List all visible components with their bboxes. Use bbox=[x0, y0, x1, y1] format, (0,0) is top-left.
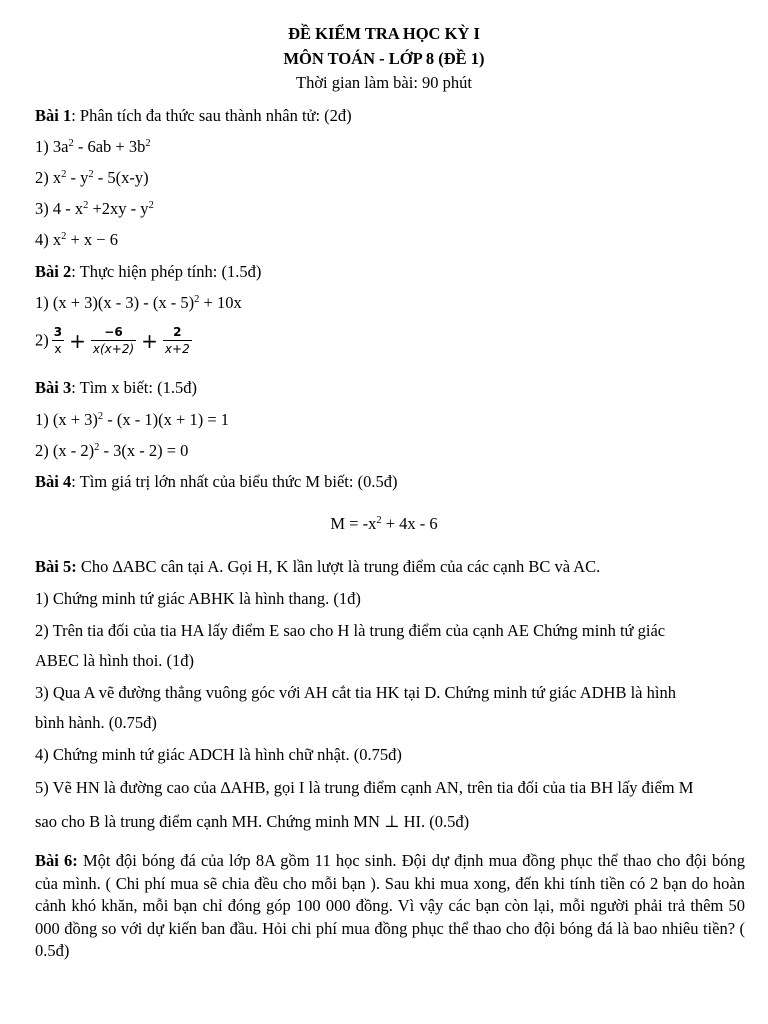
bai2-text: : Thực hiện phép tính: (1.5đ) bbox=[71, 262, 262, 281]
bai1-text: : Phân tích đa thức sau thành nhân tử: (2đ) bbox=[71, 106, 352, 125]
bai3-label: Bài 3 bbox=[35, 378, 72, 397]
bai5-question-5-line-1: 5) Vẽ HN là đường cao của ∆AHB, gọi I là trung điểm cạnh AN, trên tia đối của tia BH lấy điểm M bbox=[35, 778, 694, 797]
bai5-text: Cho ∆ABC cân tại A. Gọi H, K lần lượt là trung điểm của các cạnh BC và AC. bbox=[76, 557, 601, 576]
bai2-heading bbox=[35, 262, 261, 282]
bai4-label: Bài 4 bbox=[35, 472, 72, 491]
bai1-item-4: 4) $x^2 + x - 6$ bbox=[35, 230, 118, 249]
bai5-question-2-line-1: 2) Trên tia đối của tia HA lấy điểm E sao cho H là trung điểm của cạnh AE Chứng minh tứ giác bbox=[35, 621, 666, 640]
exam-subtitle: MÔN TOÁN - LỚP 8 (ĐỀ 1) bbox=[283, 49, 485, 68]
bai3-item-1: 1) $(x + 3)^2 - (x - 1)(x + 1) = 1$ bbox=[35, 410, 230, 429]
bai6-paragraph bbox=[35, 850, 745, 963]
bai3-item-2: 2) (x - 2)$^2$ - 3(x - 2) = 0 bbox=[35, 441, 189, 460]
bai4-heading bbox=[35, 472, 397, 492]
bai1-item-3: 3) $4 - x^2 +2xy - y^2$ bbox=[35, 199, 154, 218]
bai4-text: : Tìm giá trị lớn nhất của biểu thức M biết: (0.5đ) bbox=[71, 472, 398, 491]
bai5-question-3-line-2: bình hành. (0.75đ) bbox=[35, 713, 157, 732]
bai2-item-1: 1) (x + 3)(x - 3) - (x - 5)$^2$ + 10x bbox=[35, 293, 242, 312]
fraction-3: $\frac{2}{x+2}$ bbox=[164, 325, 190, 356]
bai4-formula: $M = -x^2 + 4x - 6$ bbox=[330, 514, 438, 533]
bai2-label: Bài 2 bbox=[35, 262, 72, 281]
bai5-question-2-line-2: ABEC là hình thoi. (1đ) bbox=[35, 651, 195, 670]
exam-duration: Thời gian làm bài: 90 phút bbox=[296, 73, 472, 92]
bai5-heading bbox=[35, 557, 600, 577]
bai1-item-1: 1) $3a^2 - 6ab + 3b^2$ bbox=[35, 137, 151, 156]
bai5-question-4: 4) Chứng minh tứ giác ADCH là hình chữ nhật. (0.75đ) bbox=[35, 745, 402, 764]
bai5-label: Bài 5: bbox=[35, 557, 77, 576]
bai3-text: : Tìm x biết: (1.5đ) bbox=[71, 378, 197, 397]
exam-title: ĐỀ KIỂM TRA HỌC KỲ I bbox=[288, 24, 480, 43]
bai1-item-2: 2) $x^2 - y^2 - 5(x-y)$ bbox=[35, 168, 149, 187]
bai5-question-3-line-1: 3) Qua A vẽ đường thẳng vuông góc với AH cắt tia HK tại D. Chứng minh tứ giác ADHB là hình bbox=[35, 683, 676, 702]
bai3-heading bbox=[35, 378, 197, 398]
bai1-heading bbox=[35, 106, 352, 126]
bai1-label: Bài 1 bbox=[35, 106, 72, 125]
bai2-item-2: 2) $\frac{3}{x}$ + $\frac{-6}{x(x+2)}$ + $\frac{2}{x+2}$ bbox=[35, 325, 190, 356]
bai5-question-5-line-2: sao cho B là trung điểm cạnh MH. Chứng minh MN ⊥ HI. (0.5đ) bbox=[35, 812, 470, 831]
fraction-1: $\frac{3}{x}$ bbox=[53, 325, 63, 356]
fraction-2: $\frac{-6}{x(x+2)}$ bbox=[92, 325, 135, 356]
bai6-text: Một đội bóng đá của lớp 8A gồm 11 học sinh. Đội dự định mua đồng phục thể thao cho đội bóng của mình. ( Chi phí mua sẽ chia đều cho mỗi bạn ). Sau khi mua xong, đến khi tính tiền có 2 bạn do hoàn cảnh khó khăn, mỗi bạn chỉ đóng góp 100 000 đồng. Vì vậy các bạn còn lại, mỗi người phải trả thêm 50 000 đồng so với dự kiến ban đầu. Hỏi chi phí mua đồng phục thể thao cho đội bóng đá là bao nhiêu tiền? ( 0.5đ) bbox=[35, 851, 745, 960]
bai6-label: Bài 6: bbox=[35, 851, 78, 870]
bai5-question-1: 1) Chứng minh tứ giác ABHK là hình thang. (1đ) bbox=[35, 589, 361, 608]
